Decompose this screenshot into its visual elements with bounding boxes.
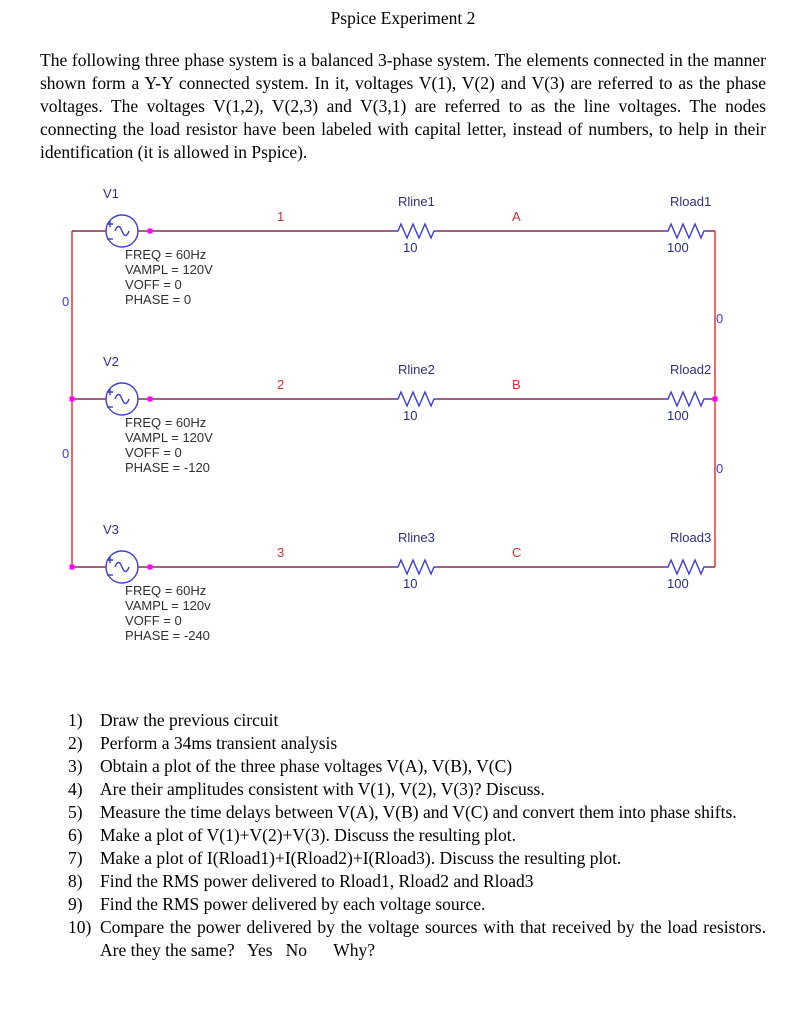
question-number: 3) [68,756,83,776]
circuit-row-2 [0,352,806,520]
question-item [68,709,766,732]
question-item [68,801,766,824]
source-params [125,583,211,643]
question-text: Make a plot of V(1)+V(2)+V(3). Discuss the resulting plot. [100,825,517,845]
question-text: Measure the time delays between V(A), V(B) and V(C) and convert them into phase shifts. [100,802,737,822]
param-line: VAMPL = 120V [125,262,213,277]
question-text: Make a plot of I(Rload1)+I(Rload2)+I(Rload3). Discuss the resulting plot. [100,848,622,868]
question-item [68,916,766,962]
rline-label: Rline1 [398,194,435,209]
question-text: Obtain a plot of the three phase voltages V(A), V(B), V(C) [100,756,513,776]
question-text: Draw the previous circuit [100,710,279,730]
node-number-label: 2 [277,377,285,392]
question-number: 10) [68,917,92,937]
node-letter-label: A [512,209,521,224]
question-text: Compare the power delivered by the voltage sources with that received by the load resistors. Are they the same? Yes No Why? [100,917,766,960]
rline-label: Rline3 [398,530,435,545]
question-number: 5) [68,802,83,822]
ground-node-label: 0 [62,294,70,309]
page-title: Pspice Experiment 2 [330,8,476,28]
question-number: 4) [68,779,83,799]
node-number-label: 3 [277,545,285,560]
param-line: FREQ = 60Hz [125,247,207,262]
question-item [68,824,766,847]
param-line: VAMPL = 120v [125,598,211,613]
source-params [125,415,213,475]
question-number: 8) [68,871,83,891]
param-line: VOFF = 0 [125,445,182,460]
intro-paragraph: The following three phase system is a balanced 3-phase system. The elements connected in the manner shown form a Y-Y connected system. In it, voltages V(1), V(2) and V(3) are referred to as the phase voltages. The voltages V(1,2), V(2,3) and V(3,1) are referred to as the line voltages. The nodes connecting the load resistor have been labeled with capital letter, instead of numbers, to help in their identification (it is allowed in Pspice). [40,50,766,162]
question-number: 9) [68,894,83,914]
rline-value: 10 [403,240,418,255]
ground-node-label: 0 [716,461,724,476]
question-text: Are their amplitudes consistent with V(1), V(2), V(3)? Discuss. [100,779,545,799]
question-item [68,893,766,916]
question-text: Find the RMS power delivered by each voltage source. [100,894,486,914]
node-number-label: 1 [277,209,285,224]
param-line: FREQ = 60Hz [125,583,207,598]
rline-value: 10 [403,408,418,423]
ground-node-label: 0 [62,446,70,461]
circuit-row-3 [0,520,806,688]
rline-label: Rline2 [398,362,435,377]
rload-label: Rload3 [670,530,712,545]
question-text: Perform a 34ms transient analysis [100,733,338,753]
question-list [68,709,766,962]
source-label: V3 [103,522,119,537]
question-number: 6) [68,825,83,845]
rload-value: 100 [667,408,689,423]
param-line: VAMPL = 120V [125,430,213,445]
rload-value: 100 [667,576,689,591]
question-number: 2) [68,733,83,753]
question-item [68,847,766,870]
rload-label: Rload2 [670,362,712,377]
param-line: PHASE = -120 [125,460,210,475]
param-line: PHASE = 0 [125,292,192,307]
param-line: FREQ = 60Hz [125,415,207,430]
param-line: VOFF = 0 [125,613,182,628]
rload-label: Rload1 [670,194,712,209]
param-line: VOFF = 0 [125,277,182,292]
rline-value: 10 [403,576,418,591]
ground-node-label: 0 [716,311,724,326]
question-number: 7) [68,848,83,868]
source-label: V2 [103,354,119,369]
rload-value: 100 [667,240,689,255]
question-text: Find the RMS power delivered to Rload1, Rload2 and Rload3 [100,871,534,891]
question-number: 1) [68,710,83,730]
source-label: V1 [103,186,119,201]
question-item [68,870,766,893]
circuit-diagram [0,184,806,664]
param-line: PHASE = -240 [125,628,210,643]
source-params [125,247,213,307]
circuit-row-1 [0,184,806,352]
question-item [68,755,766,778]
question-item [68,778,766,801]
question-item [68,732,766,755]
node-letter-label: C [512,545,522,560]
node-letter-label: B [512,377,521,392]
